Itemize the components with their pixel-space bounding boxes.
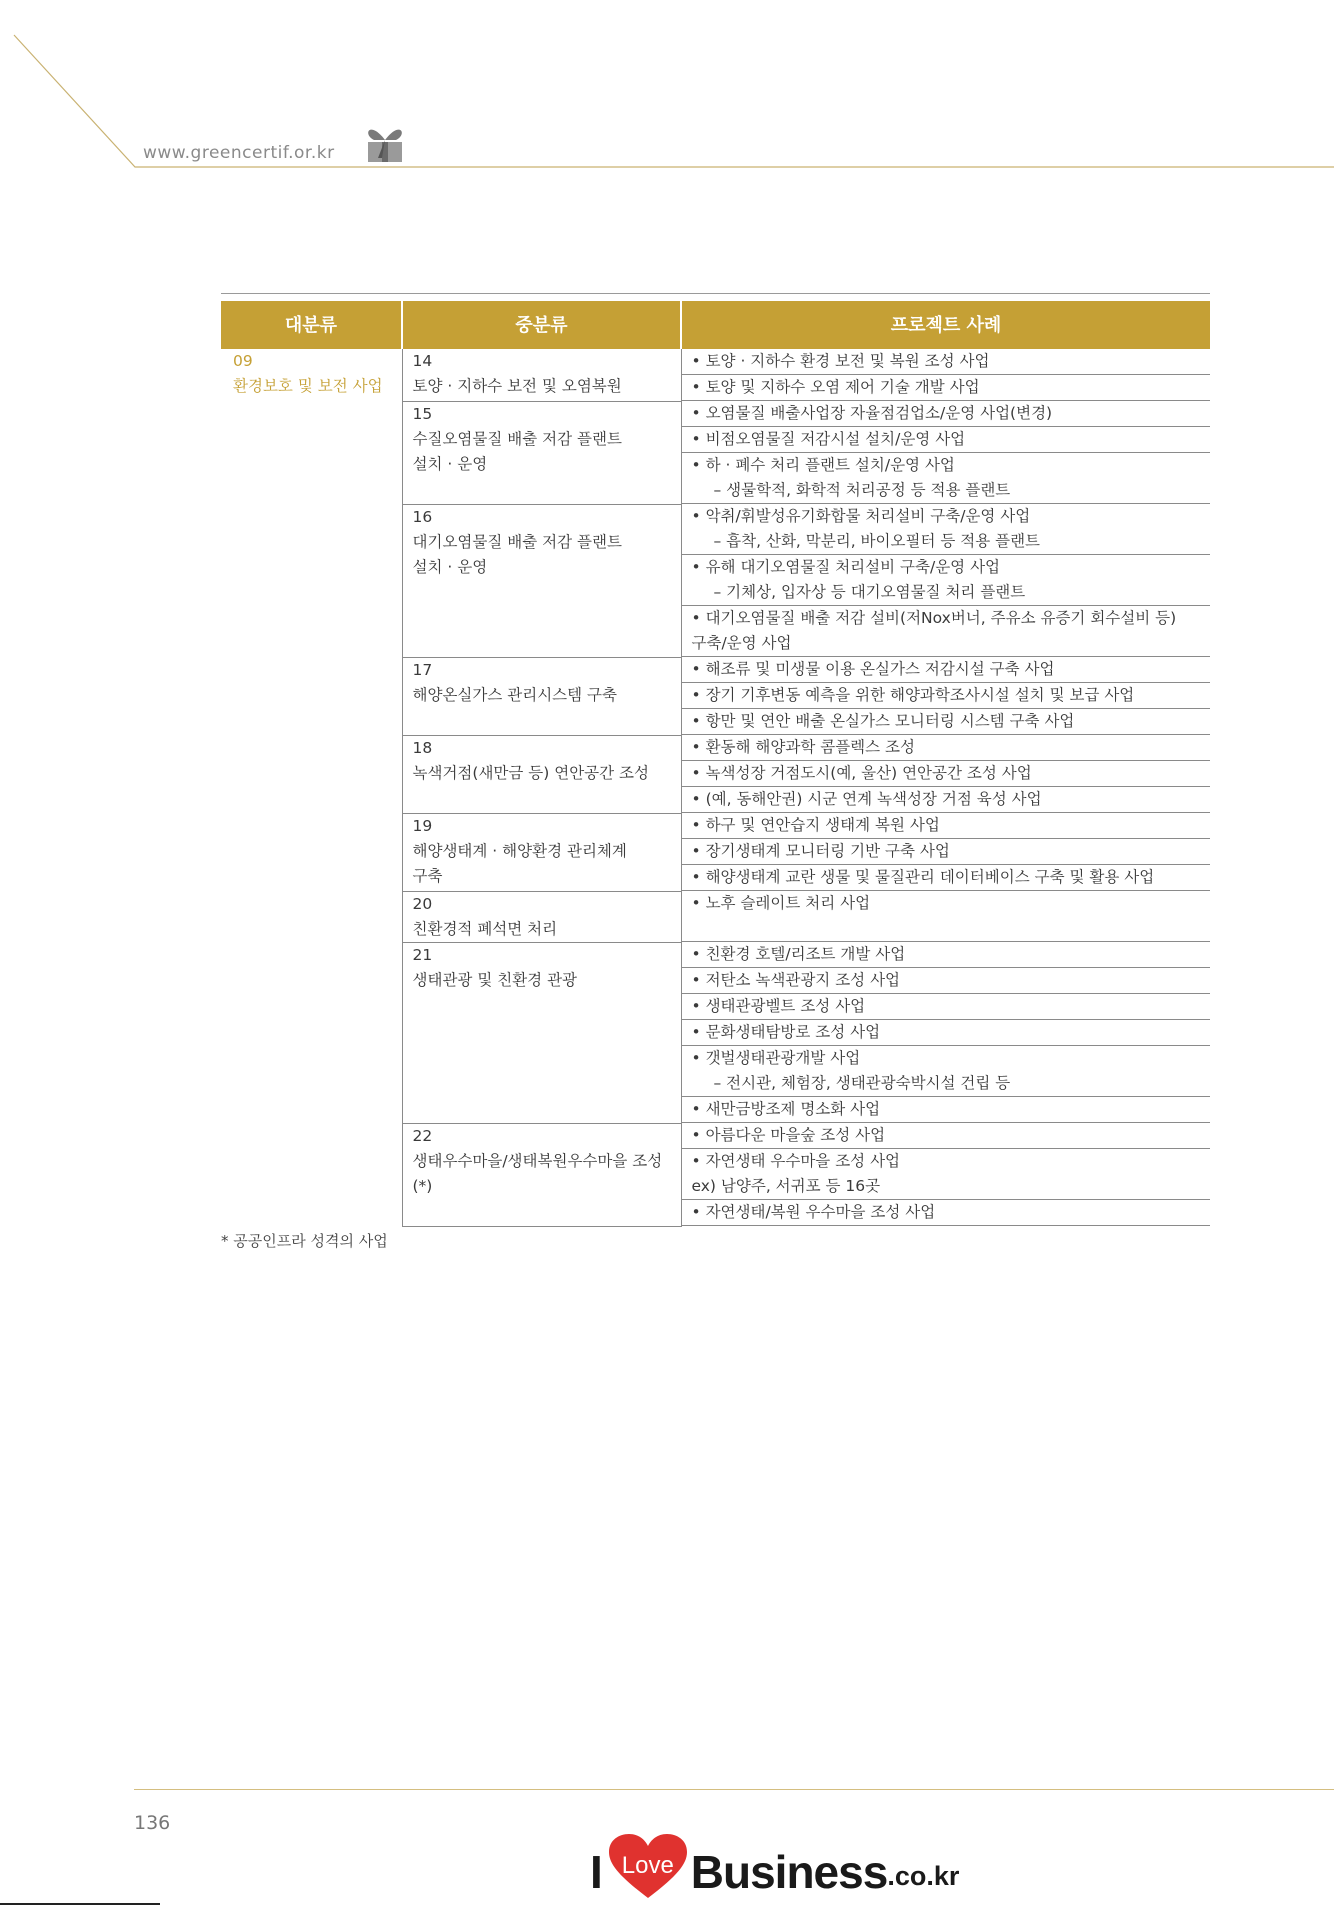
table-header-row xyxy=(221,301,1210,349)
page-number: 136 xyxy=(134,1812,171,1834)
project-example xyxy=(682,401,1211,427)
i-love-business-logo xyxy=(590,1830,959,1900)
example-text: • 유해 대기오염물질 처리설비 구축/운영 사업 xyxy=(691,558,1001,576)
project-example xyxy=(682,349,1211,375)
project-table xyxy=(221,301,1210,1227)
sub-category-name: 토양 · 지하수 보전 및 오염복원 xyxy=(412,377,622,395)
major-category-cell xyxy=(221,349,402,1226)
example-text: • 저탄소 녹색관광지 조성 사업 xyxy=(691,971,901,989)
example-detail: ex) 남양주, 서귀포 등 16곳 xyxy=(691,1177,881,1195)
project-examples-cell xyxy=(681,504,1210,657)
project-example xyxy=(682,1020,1211,1046)
example-text: • 친환경 호텔/리조트 개발 사업 xyxy=(691,945,906,963)
sub-category-name: 해양온실가스 관리시스템 구축 xyxy=(412,685,618,704)
example-detail xyxy=(692,916,1211,941)
sub-category-name: 설치 · 운영 xyxy=(412,557,488,576)
project-example xyxy=(682,657,1211,683)
logo-domain: .co.kr xyxy=(887,1861,960,1891)
project-example xyxy=(682,709,1211,735)
project-example xyxy=(682,375,1211,401)
header-major-category: 대분류 xyxy=(221,301,402,349)
project-example xyxy=(682,813,1211,839)
sub-category-number: 19 xyxy=(412,816,433,835)
project-example xyxy=(682,1200,1211,1226)
project-example xyxy=(682,427,1211,453)
logo-i: I xyxy=(590,1846,603,1898)
example-text: • 자연생태 우수마을 조성 사업 xyxy=(691,1152,901,1170)
project-examples-cell xyxy=(681,942,1210,1123)
example-text: • 녹색성장 거점도시(예, 울산) 연안공간 조성 사업 xyxy=(691,764,1032,782)
sub-category-cell xyxy=(402,942,681,1123)
example-text: • 생태관광벨트 조성 사업 xyxy=(691,997,866,1015)
example-text: • 자연생태/복원 우수마을 조성 사업 xyxy=(691,1203,936,1221)
project-example xyxy=(682,761,1211,787)
example-text: • 문화생태탐방로 조성 사업 xyxy=(691,1023,881,1041)
example-detail: – 생물학적, 화학적 처리공정 등 적용 플랜트 xyxy=(713,481,1011,499)
sub-category-number: 17 xyxy=(412,660,433,679)
example-text: • 악취/휘발성유기화합물 처리설비 구축/운영 사업 xyxy=(691,507,1031,525)
sub-category-cell xyxy=(402,504,681,657)
project-example xyxy=(682,1149,1211,1200)
sub-category-cell xyxy=(402,401,681,504)
sub-category-name: 설치 · 운영 xyxy=(412,454,488,473)
example-text: • 오염물질 배출사업장 자율점검업소/운영 사업(변경) xyxy=(691,404,1053,422)
project-example xyxy=(682,504,1211,555)
project-examples-cell xyxy=(681,657,1210,735)
logo-love: Love xyxy=(621,1852,674,1879)
sub-category-number: 15 xyxy=(412,404,433,423)
example-text: • 하구 및 연안습지 생태계 복원 사업 xyxy=(691,816,940,834)
header-sub-category: 중분류 xyxy=(402,301,681,349)
sub-category-number: 21 xyxy=(412,945,433,964)
sub-category-number: 16 xyxy=(412,507,433,526)
project-example xyxy=(682,787,1211,813)
project-examples-cell xyxy=(681,1123,1210,1226)
sub-category-name: 생태우수마을/생태복원우수마을 조성(*) xyxy=(412,1151,663,1195)
major-category-name: 환경보호 및 보전 사업 xyxy=(233,377,383,395)
project-examples-cell xyxy=(681,401,1210,504)
sub-category-name: 해양생태계 · 해양환경 관리체계 xyxy=(412,841,627,860)
heart-icon xyxy=(609,1834,687,1900)
site-url: www.greencertif.or.kr xyxy=(143,143,335,163)
sub-category-number: 20 xyxy=(412,894,433,913)
project-example xyxy=(682,1046,1211,1097)
sub-category-name: 대기오염물질 배출 저감 플랜트 xyxy=(412,532,622,551)
project-example xyxy=(682,555,1211,606)
sub-category-cell xyxy=(402,349,681,401)
table-top-rule xyxy=(221,293,1210,294)
sub-category-name: 생태관광 및 친환경 관광 xyxy=(412,970,578,989)
sub-category-name: 구축 xyxy=(412,866,443,885)
sub-category-number: 18 xyxy=(412,738,433,757)
header-project-examples: 프로젝트 사례 xyxy=(681,301,1210,349)
project-example xyxy=(682,735,1211,761)
project-examples-cell xyxy=(681,891,1210,942)
sub-category-name: 친환경적 폐석면 처리 xyxy=(412,919,558,938)
sub-category-name: 녹색거점(새만금 등) 연안공간 조성 xyxy=(412,763,649,782)
example-detail: 구축/운영 사업 xyxy=(691,634,792,652)
example-text: • 항만 및 연안 배출 온실가스 모니터링 시스템 구축 사업 xyxy=(691,712,1075,730)
project-examples-cell xyxy=(681,349,1210,401)
example-text: • 비점오염물질 저감시설 설치/운영 사업 xyxy=(691,430,966,448)
table-row xyxy=(221,349,1210,401)
footnote: * 공공인프라 성격의 사업 xyxy=(221,1232,388,1250)
project-example xyxy=(682,453,1211,504)
project-example xyxy=(682,606,1211,657)
bottom-edge-rule xyxy=(0,1903,160,1905)
project-example xyxy=(682,1123,1211,1149)
sub-category-number: 14 xyxy=(412,352,433,370)
example-text: • 새만금방조제 명소화 사업 xyxy=(691,1100,881,1118)
sub-category-cell xyxy=(402,735,681,813)
sub-category-cell xyxy=(402,813,681,891)
sub-category-cell xyxy=(402,657,681,735)
project-examples-cell xyxy=(681,735,1210,813)
example-detail: – 전시관, 체험장, 생태관광숙박시설 건립 등 xyxy=(713,1074,1011,1092)
example-text: • 대기오염물질 배출 저감 설비(저Nox버너, 주유소 유증기 회수설비 등) xyxy=(691,609,1177,627)
project-example xyxy=(682,968,1211,994)
project-examples-cell xyxy=(681,813,1210,891)
example-detail: – 흡착, 산화, 막분리, 바이오필터 등 적용 플랜트 xyxy=(713,532,1041,550)
footer-rule xyxy=(134,1789,1334,1790)
project-example xyxy=(682,891,1211,942)
example-text: • (예, 동해안권) 시군 연계 녹색성장 거점 육성 사업 xyxy=(691,790,1042,808)
example-text: • 토양 및 지하수 오염 제어 기술 개발 사업 xyxy=(691,378,980,396)
example-text: • 갯벌생태관광개발 사업 xyxy=(691,1049,861,1067)
example-text: • 장기생태계 모니터링 기반 구축 사업 xyxy=(691,842,950,860)
sub-category-name: 수질오염물질 배출 저감 플랜트 xyxy=(412,429,622,448)
project-example xyxy=(682,683,1211,709)
sub-category-cell xyxy=(402,1123,681,1226)
example-text: • 해양생태계 교란 생물 및 물질관리 데이터베이스 구축 및 활용 사업 xyxy=(691,868,1155,886)
sub-category-cell xyxy=(402,891,681,942)
project-example xyxy=(682,839,1211,865)
logo-business: Business xyxy=(690,1846,888,1898)
project-example xyxy=(682,994,1211,1020)
example-text: • 아름다운 마을숲 조성 사업 xyxy=(691,1126,886,1144)
sub-category-number: 22 xyxy=(412,1126,433,1145)
example-text: • 환동해 해양과학 콤플렉스 조성 xyxy=(691,738,916,756)
example-text: • 해조류 및 미생물 이용 온실가스 저감시설 구축 사업 xyxy=(691,660,1055,678)
example-text: • 장기 기후변동 예측을 위한 해양과학조사시설 설치 및 보급 사업 xyxy=(691,686,1135,704)
example-detail: – 기체상, 입자상 등 대기오염물질 처리 플랜트 xyxy=(713,583,1026,601)
project-example xyxy=(682,942,1211,968)
project-example xyxy=(682,865,1211,891)
example-text: • 노후 슬레이트 처리 사업 xyxy=(691,894,871,912)
project-example xyxy=(682,1097,1211,1123)
example-text: • 토양 · 지하수 환경 보전 및 복원 조성 사업 xyxy=(691,352,990,370)
gift-ribbon-icon xyxy=(360,112,410,164)
table-body xyxy=(221,349,1210,1226)
example-text: • 하 · 폐수 처리 플랜트 설치/운영 사업 xyxy=(691,456,955,474)
major-category-number: 09 xyxy=(233,352,253,370)
